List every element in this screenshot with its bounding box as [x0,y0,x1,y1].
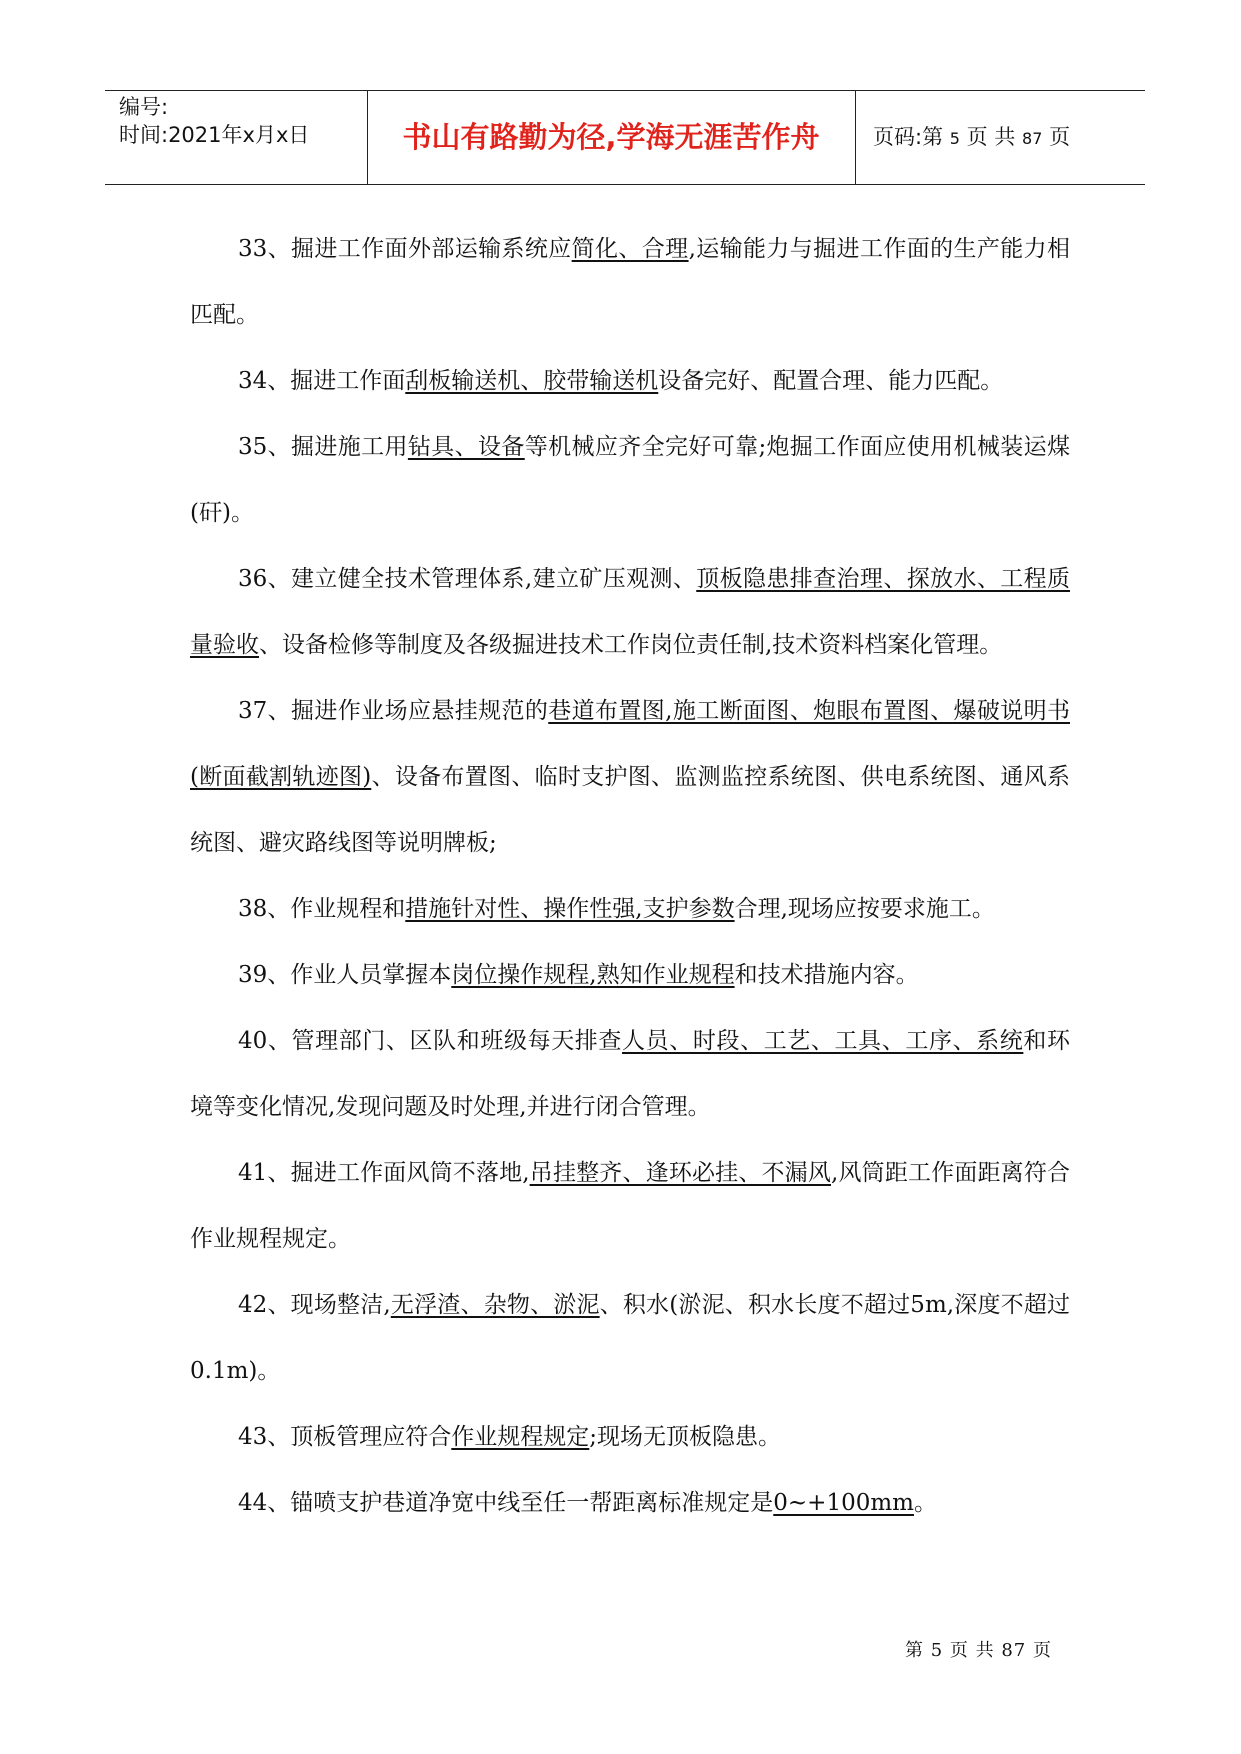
header-meta [119,93,309,149]
document-number-label: 编号: [119,95,169,119]
underlined-text: 顶板隐患排查治理、探放水、工程质量验收 [190,566,1071,658]
underlined-text: 措施针对性、操作性强,支护参数 [405,896,735,922]
underlined-text: 简化、合理 [571,236,689,262]
underlined-text: 人员、时段、工艺、工具、工序、系统 [622,1028,1024,1054]
paragraph-text: 38、作业规程和 [238,896,406,922]
paragraph-text: 和技术措施内容。 [734,962,919,988]
paragraph-41 [190,1140,1070,1272]
paragraph-text: 、设备布置图、临时支护图、监测监控系统图、供电系统图、通风系统图、避灾路线图等说明牌板; [190,764,1071,856]
page-suffix: 页 [1049,125,1071,149]
paragraph-35 [190,414,1070,546]
paragraph-42 [190,1272,1070,1404]
page-total: 87 [1022,129,1043,148]
paragraph-34 [190,348,1070,414]
header-page-indicator [873,122,1070,154]
paragraph-text: 合理,现场应按要求施工。 [734,896,995,922]
paragraph-43 [190,1404,1070,1470]
paragraph-text: 37、掘进作业场应悬挂规范的 [238,698,549,724]
paragraph-text: 40、管理部门、区队和班级每天排查 [238,1028,623,1054]
underlined-text: 巷道布置图,施工断面图、炮眼布置图、爆破说明书(断面截割轨迹图) [190,698,1070,790]
paragraph-40 [190,1008,1070,1140]
paragraph-36 [190,546,1070,678]
paragraph-text: 41、掘进工作面风筒不落地, [238,1160,530,1186]
paragraph-44 [190,1470,1070,1536]
paragraph-text: 42、现场整洁, [238,1292,391,1318]
underlined-text: 吊挂整齐、逢环必挂、不漏风 [529,1160,832,1186]
underlined-text: 钻具、设备 [407,434,525,460]
paragraph-text: ,运输能力与掘进工作面的生产能力相匹配。 [190,236,1071,328]
paragraph-39 [190,942,1070,1008]
underlined-text: 无浮渣、杂物、淤泥 [390,1292,600,1318]
paragraph-text: 34、掘进工作面 [238,368,406,394]
paragraph-text: 43、顶板管理应符合 [238,1424,452,1450]
page-number: 5 [949,129,960,148]
paragraph-text: 和环境等变化情况,发现问题及时处理,并进行闭合管理。 [190,1028,1070,1120]
paragraph-text: 35、掘进施工用 [238,434,408,460]
document-body [190,216,1070,1536]
page-header [105,90,1145,185]
header-divider-right [855,91,856,184]
page-prefix: 页码:第 [873,125,944,149]
underlined-text: 岗位操作规程,熟知作业规程 [451,962,735,988]
paragraph-text: 。 [913,1490,937,1516]
page-mid: 页 共 [966,125,1016,149]
paragraph-text: ,风筒距工作面距离符合作业规程规定。 [190,1160,1071,1252]
paragraph-37 [190,678,1070,876]
underlined-text: 作业规程规定 [451,1424,590,1450]
underlined-text: 0~+100mm [773,1490,914,1516]
paragraph-text: 设备完好、配置合理、能力匹配。 [658,368,1004,394]
page-footer: 第 5 页 共 87 页 [905,1640,1052,1661]
paragraph-text: 等机械应齐全完好可靠;炮掘工作面应使用机械装运煤(矸)。 [190,434,1071,526]
paragraph-text: ;现场无顶板隐患。 [589,1424,782,1450]
paragraph-text: 33、掘进工作面外部运输系统应 [238,236,572,262]
paragraph-33 [190,216,1070,348]
paragraph-text: 、设备检修等制度及各级掘进技术工作岗位责任制,技术资料档案化管理。 [259,632,1003,658]
paragraph-text: 44、锚喷支护巷道净宽中线至任一帮距离标准规定是 [238,1490,774,1516]
document-time: 时间:2021年x月x日 [119,123,310,147]
paragraph-38 [190,876,1070,942]
paragraph-text: 36、建立健全技术管理体系,建立矿压观测、 [238,566,697,592]
paragraph-text: 、积水(淤泥、积水长度不超过5m,深度不超过0.1m)。 [190,1292,1071,1384]
paragraph-text: 39、作业人员掌握本 [238,962,452,988]
header-motto: 书山有路勤为径,学海无涯苦作舟 [402,120,820,154]
underlined-text: 刮板输送机、胶带输送机 [405,368,659,394]
